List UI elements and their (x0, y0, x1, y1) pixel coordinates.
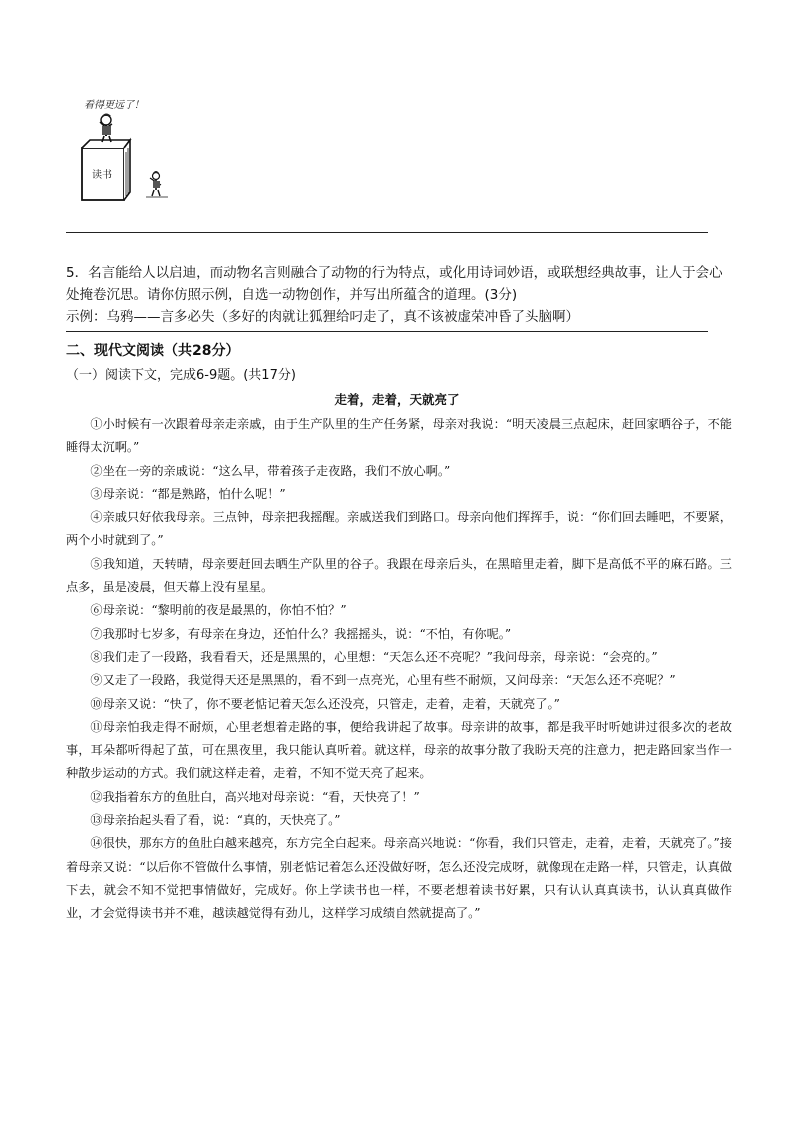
reading-cartoon (78, 96, 188, 204)
paragraph: ⑤我知道，天转晴，母亲要赶回去晒生产队里的谷子。我跟在母亲后头，在黑暗里走着，脚下是高低不平的麻石路。三点多，虽是凌晨，但天幕上没有星星。 (66, 556, 732, 595)
paragraph: ⑭很快，那东方的鱼肚白越来越亮，东方完全白起来。母亲高兴地说：“你看，我们只管走，走着，走着，天就亮了。”接着母亲又说：“以后你不管做什么事情，别老惦记着怎么还没做好呀，怎么还没完成呀，就像现在走路一样，只管走，认真做下去，就会不知不觉把事情做好，完成好。你上学读书也一样，不要老想着读书好累，只有认认真真读书，认认真真做作业，才会觉得读书并不难，越读越觉得有劲儿，这样学习成绩自然就提高了。” (66, 836, 732, 921)
cartoon-caption: 看得更远了！ (84, 100, 144, 111)
paragraph: ②坐在一旁的亲戚说：“这么早，带着孩子走夜路，我们不放心啊。” (90, 463, 451, 478)
question-5 (66, 262, 730, 328)
paragraph: ⑪母亲怕我走得不耐烦，心里老想着走路的事，便给我讲起了故事。母亲讲的故事，都是我平时听她讲过很多次的老故事，耳朵都听得起了茧，可在黑夜里，我只能认真听着。就这样，母亲的故事分散了我盼天亮的注意力，把走路回家当作一种散步运动的方式。我们就这样走着，走着，不知不觉天亮了起来。 (66, 719, 732, 781)
paragraph: ①小时候有一次跟着母亲走亲戚，由于生产队里的生产任务紧，母亲对我说：“明天凌晨三点起床，赶回家晒谷子，不能睡得太沉啊。” (66, 417, 732, 455)
paragraph: ⑥母亲说：“黎明前的夜是最黑的，你怕不怕？” (90, 603, 347, 618)
answer-line (66, 331, 708, 332)
paragraph: ⑫我指着东方的鱼肚白，高兴地对母亲说：“看，天快亮了！” (90, 789, 420, 804)
article-title: 走着，走着，天就亮了 (334, 392, 460, 407)
question-5-text: 5．名言能给人以启迪，而动物名言则融合了动物的行为特点，或化用诗词妙语，或联想经典故事，让人于会心处掩卷沉思。请你仿照示例，自选一动物创作，并写出所蕴含的道理。(3分) (66, 265, 723, 303)
paragraph: ⑬母亲抬起头看了看，说：“真的，天快亮了。” (90, 813, 341, 828)
paragraph: ⑨又走了一段路，我觉得天还是黑黑的，看不到一点亮光，心里有些不耐烦，又问母亲：“天怎么还不亮呢？” (90, 673, 676, 688)
section-subtitle: （一）阅读下文，完成6-9题。(共17分) (66, 368, 296, 383)
article-body (66, 413, 732, 926)
paragraph: ④亲戚只好依我母亲。三点钟，母亲把我摇醒。亲戚送我们到路口。母亲向他们挥挥手，说：“你们回去睡吧，不要紧，两个小时就到了。” (66, 510, 732, 548)
book-climber-illustration (78, 96, 188, 204)
paragraph: ⑩母亲又说：“快了，你不要老惦记着天怎么还没亮，只管走，走着，走着，天就亮了。” (90, 696, 560, 711)
paragraph: ⑦我那时七岁多，有母亲在身边，还怕什么？我摇摇头，说：“不怕，有你呢。” (90, 626, 512, 641)
question-5-example: 示例：乌鸦——言多必失（多好的肉就让狐狸给叼走了，真不该被虚荣冲昏了头脑啊） (66, 309, 579, 325)
book-label: 读书 (92, 170, 112, 181)
paragraph: ⑧我们走了一段路，我看看天，还是黑黑的，心里想：“天怎么还不亮呢？”我问母亲，母亲说：“会亮的。” (90, 649, 658, 664)
answer-line (66, 232, 708, 233)
paragraph: ③母亲说：“都是熟路，怕什么呢！” (90, 486, 286, 501)
section-title: 二、现代文阅读（共28分） (66, 343, 240, 359)
